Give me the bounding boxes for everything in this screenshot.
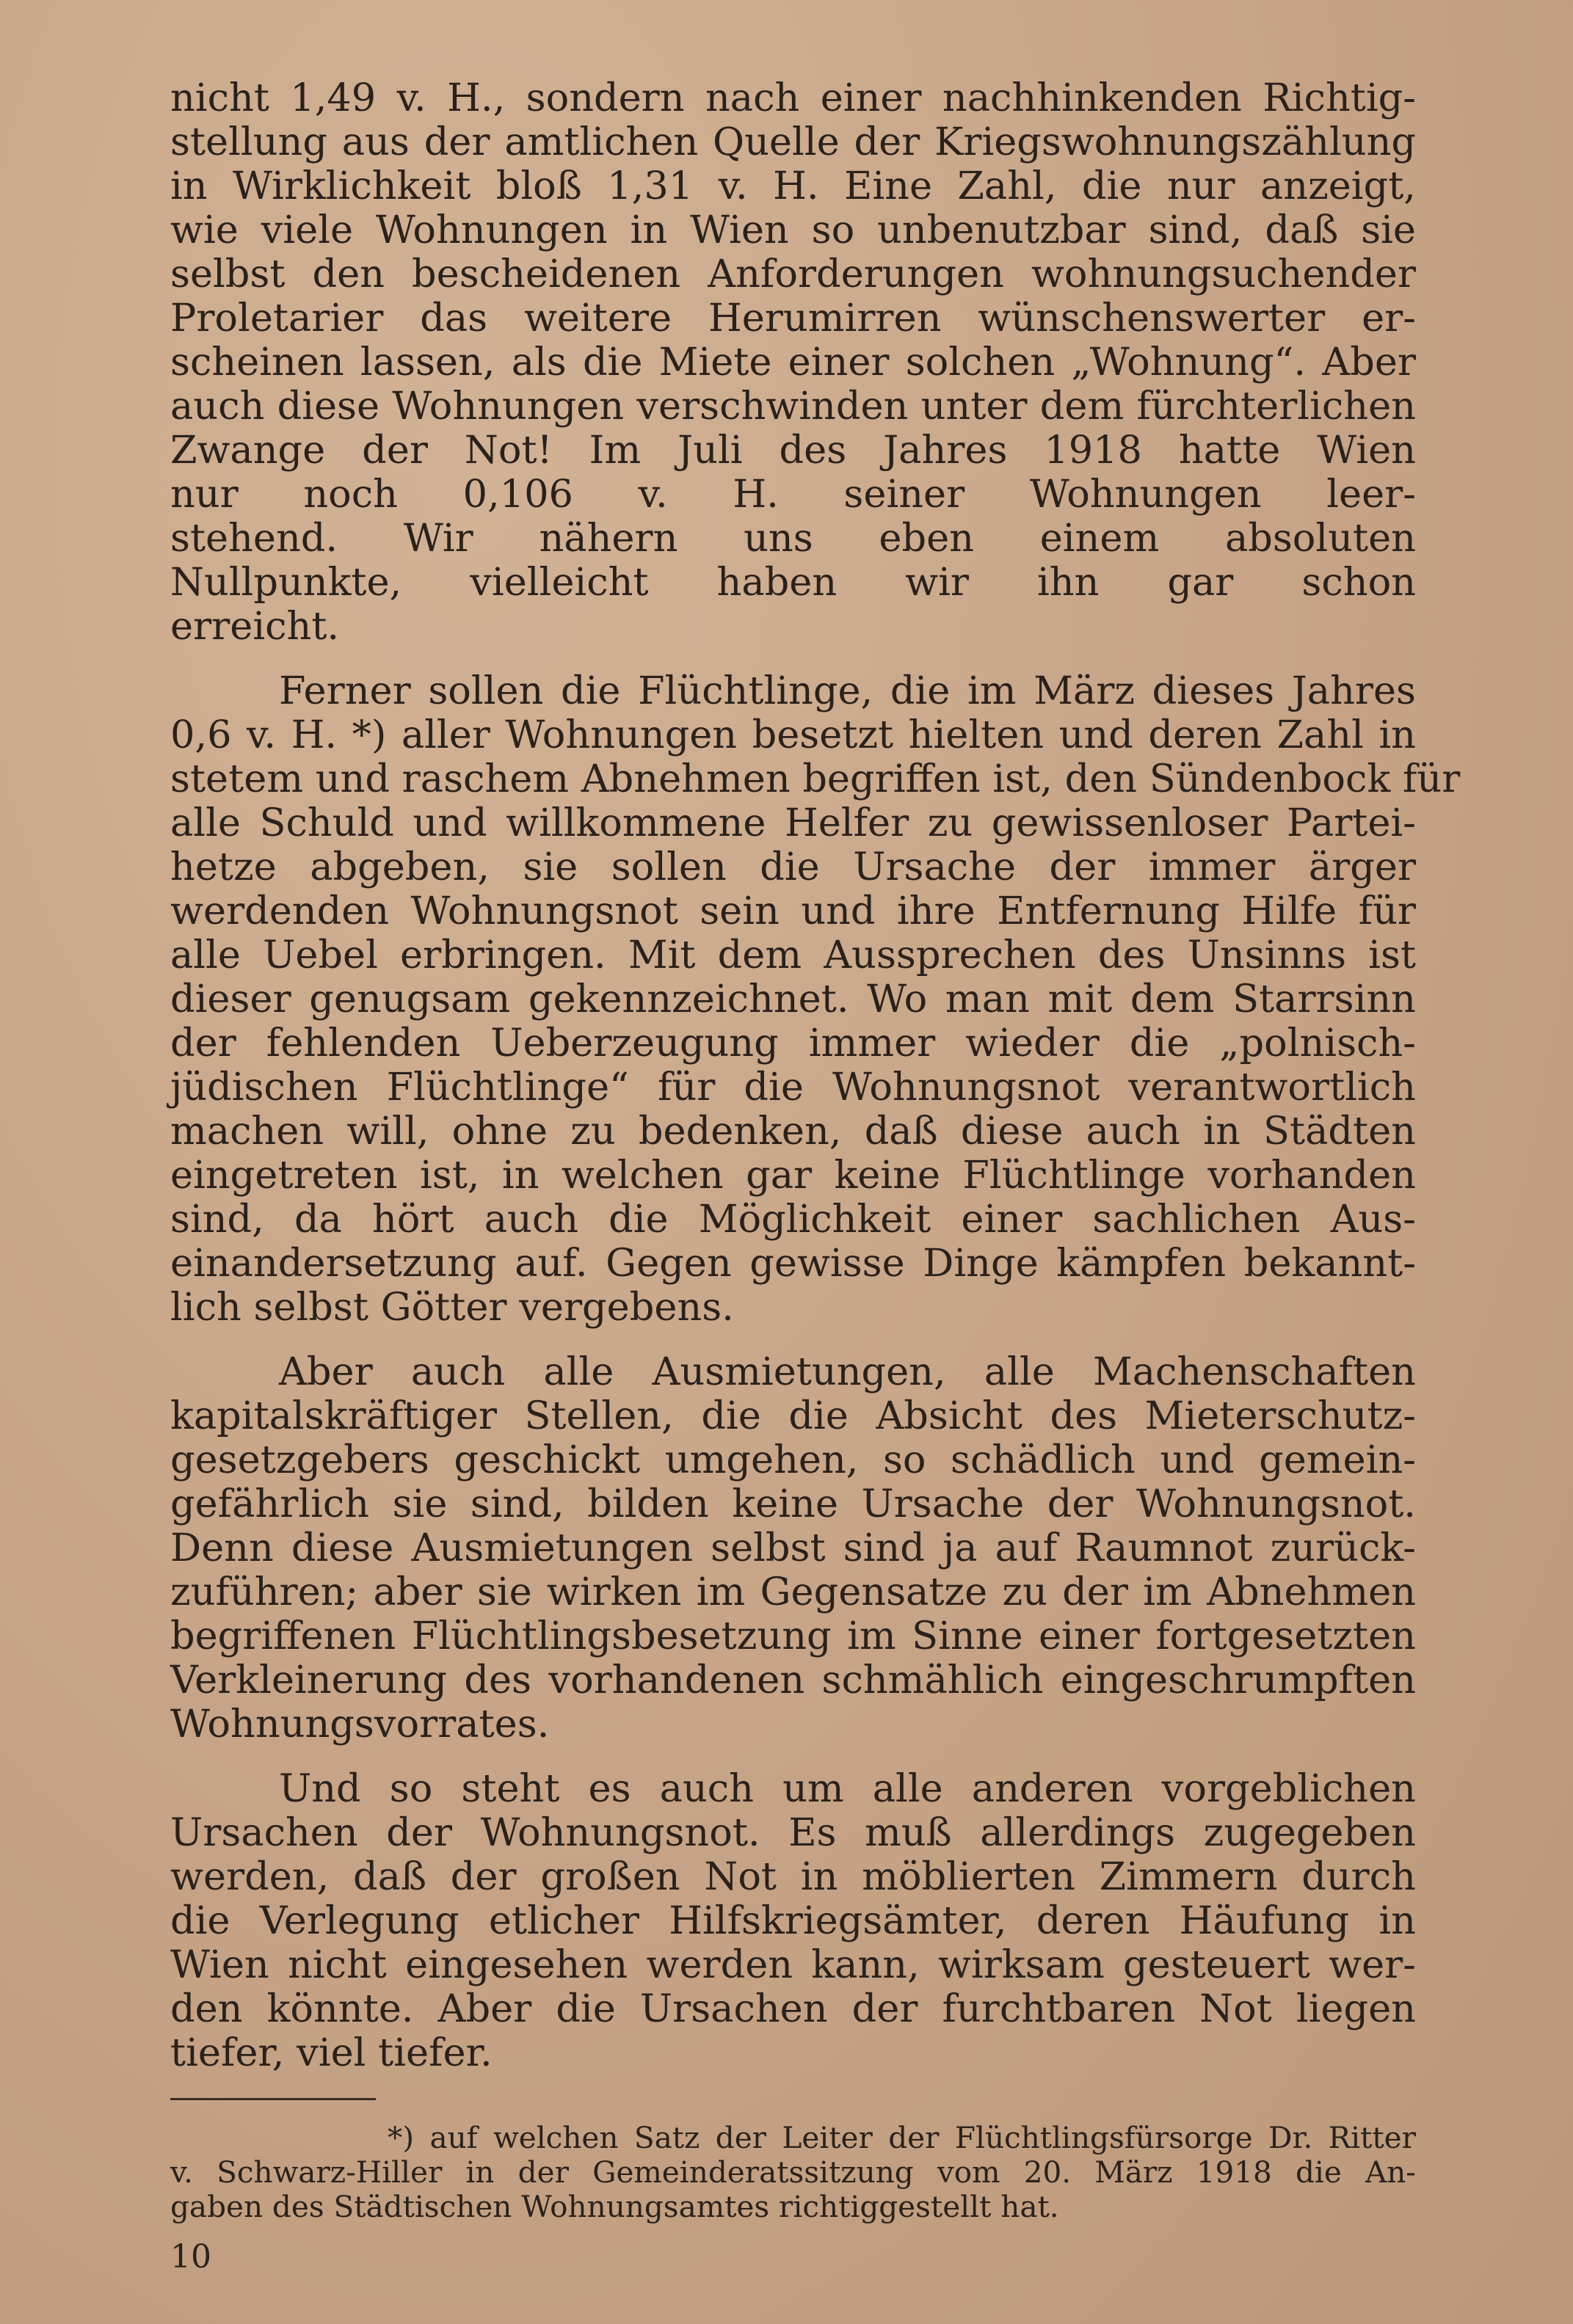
text-line: werden, daß der großen Not in möblierten Zimmern durch xyxy=(170,1854,1416,1899)
text-line: stehend. Wir nähern uns eben einem absoluten xyxy=(170,516,1416,561)
text-line: wie viele Wohnungen in Wien so unbenutzbar sind, daß sie xyxy=(170,208,1416,252)
text-line: Nullpunkte, vielleicht haben wir ihn gar schon xyxy=(170,560,1416,605)
text-line: Aber auch alle Ausmietungen, alle Machenschaften xyxy=(279,1349,1416,1394)
text-line: werdenden Wohnungsnot sein und ihre Entfernung Hilfe für xyxy=(170,889,1416,933)
text-line: Wien nicht eingesehen werden kann, wirksam gesteuert wer- xyxy=(170,1942,1416,1987)
text-line: nur noch 0,106 v. H. seiner Wohnungen leer- xyxy=(170,472,1416,517)
paragraph-2 xyxy=(170,669,1461,1330)
text-line: eingetreten ist, in welchen gar keine Flüchtlinge vorhanden xyxy=(170,1153,1416,1198)
text-line: scheinen lassen, als die Miete einer solchen „Wohnung“. Aber xyxy=(170,340,1416,385)
text-line: Denn diese Ausmietungen selbst sind ja auf Raumnot zurück- xyxy=(170,1526,1416,1570)
text-line: nicht 1,49 v. H., sondern nach einer nachhinkenden Richtig- xyxy=(170,76,1416,120)
text-line: Und so steht es auch um alle anderen vorgeblichen xyxy=(279,1766,1416,1811)
text-line: jüdischen Flüchtlinge“ für die Wohnungsnot verantwortlich xyxy=(170,1065,1416,1110)
text-line: hetze abgeben, sie sollen die Ursache der immer ärger xyxy=(170,845,1416,889)
text-line: die Verlegung etlicher Hilfskriegsämter, deren Häufung in xyxy=(170,1898,1416,1943)
footnote-line: v. Schwarz-Hiller in der Gemeinderatssitzung vom 20. März 1918 die An- xyxy=(170,2154,1416,2190)
text-line: kapitalskräftiger Stellen, die die Absicht des Mieterschutz- xyxy=(170,1394,1416,1438)
text-line: den könnte. Aber die Ursachen der furchtbaren Not liegen xyxy=(170,1986,1416,2031)
text-line: zuführen; aber sie wirken im Gegensatze zu der im Abnehmen xyxy=(170,1570,1416,1614)
text-line: Ferner sollen die Flüchtlinge, die im März dieses Jahres xyxy=(279,669,1416,713)
text-line: gefährlich sie sind, bilden keine Ursache der Wohnungsnot. xyxy=(170,1482,1416,1526)
paragraph-4 xyxy=(170,1767,1416,2075)
text-line: alle Uebel erbringen. Mit dem Aussprechen des Unsinns ist xyxy=(170,933,1416,977)
paragraph-3 xyxy=(170,1350,1416,1746)
text-line: gesetzgebers geschickt umgehen, so schädlich und gemein- xyxy=(170,1438,1416,1482)
text-line: Proletarier das weitere Herumirren wünschenswerter er- xyxy=(170,296,1416,340)
text-line: auch diese Wohnungen verschwinden unter dem fürchterlichen xyxy=(170,384,1416,429)
page-number: 10 xyxy=(170,2238,211,2276)
text-line: 0,6 v. H. *) aller Wohnungen besetzt hielten und deren Zahl in xyxy=(170,713,1416,757)
text-line: begriffenen Flüchtlingsbesetzung im Sinne einer fortgesetzten xyxy=(170,1614,1416,1658)
text-line: Wohnungsvorrates. xyxy=(170,1702,550,1746)
text-line: in Wirklichkeit bloß 1,31 v. H. Eine Zahl, die nur anzeigt, xyxy=(170,164,1416,208)
text-line: lich selbst Götter vergebens. xyxy=(170,1285,734,1330)
text-line: stellung aus der amtlichen Quelle der Kriegswohnungszählung xyxy=(170,120,1416,164)
text-line: dieser genugsam gekennzeichnet. Wo man mit dem Starrsinn xyxy=(170,977,1416,1021)
text-line: tiefer, viel tiefer. xyxy=(170,2030,493,2075)
text-line: Ursachen der Wohnungsnot. Es muß allerdings zugegeben xyxy=(170,1810,1416,1855)
footnote-divider xyxy=(170,2098,376,2100)
paragraph-1 xyxy=(170,76,1416,649)
footnote-line: *) auf welchen Satz der Leiter der Flüchtlingsfürsorge Dr. Ritter xyxy=(388,2120,1416,2155)
text-line: einandersetzung auf. Gegen gewisse Dinge kämpfen bekannt- xyxy=(170,1241,1416,1286)
footnote xyxy=(170,2121,1416,2224)
text-line: der fehlenden Ueberzeugung immer wieder die „polnisch- xyxy=(170,1021,1416,1066)
page-body xyxy=(170,76,1461,2075)
text-line: sind, da hört auch die Möglichkeit einer sachlichen Aus- xyxy=(170,1197,1416,1242)
text-line: stetem und raschem Abnehmen begriffen ist, den Sündenbock für xyxy=(170,757,1461,801)
footnote-line: gaben des Städtischen Wohnungsamtes richtiggestellt hat. xyxy=(170,2189,1059,2224)
text-line: selbst den bescheidenen Anforderungen wohnungsuchender xyxy=(170,252,1416,296)
text-line: alle Schuld und willkommene Helfer zu gewissenloser Partei- xyxy=(170,801,1416,845)
text-line: Zwange der Not! Im Juli des Jahres 1918 hatte Wien xyxy=(170,428,1416,473)
text-line: machen will, ohne zu bedenken, daß diese auch in Städten xyxy=(170,1109,1416,1154)
text-line: Verkleinerung des vorhandenen schmählich eingeschrumpften xyxy=(170,1658,1416,1702)
text-line: erreicht. xyxy=(170,604,340,649)
